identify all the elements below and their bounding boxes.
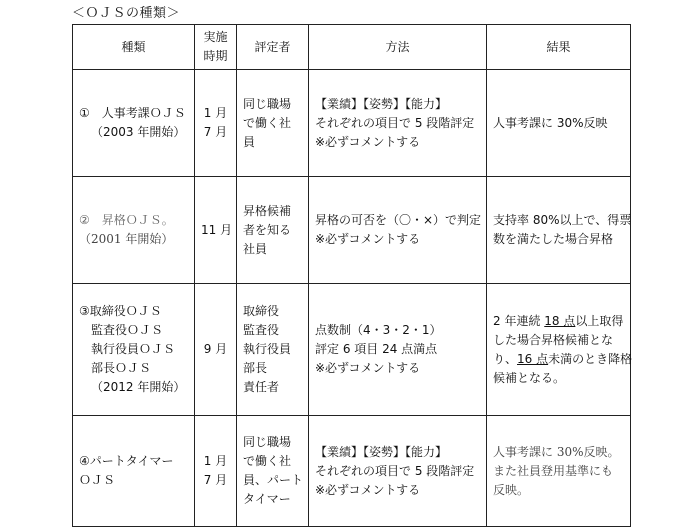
method-line: 【業績】【姿勢】【能力】: [315, 444, 448, 459]
cell-evaluator: [237, 70, 309, 177]
header-period: [195, 25, 237, 70]
table-row: [73, 70, 631, 177]
evaluator-line: 員、パート: [243, 473, 304, 487]
header-period-line-1: 実施: [203, 30, 228, 44]
evaluator-line: 同じ職場: [243, 435, 292, 449]
cell-type: [73, 177, 195, 284]
result-text: 以上取得: [575, 313, 624, 328]
period-line: 11 月: [201, 222, 233, 237]
type-line: ① 人事考課ＯＪＳ: [79, 106, 186, 120]
table-row: [73, 416, 631, 527]
result-line: また社員登用基準にも: [493, 463, 614, 478]
cell-period: [195, 70, 237, 177]
result-line: [493, 312, 624, 331]
result-line: 人事考課に 30%反映: [493, 115, 608, 130]
type-line: ＯＪＳ: [79, 473, 116, 487]
cell-period: [195, 177, 237, 284]
header-result: 結果: [487, 25, 631, 70]
evaluator-line: タイマー: [243, 492, 291, 506]
period-line: 1 月: [203, 454, 228, 468]
header-evaluator: 評定者: [237, 25, 309, 70]
result-line: 人事考課に 30%反映。: [493, 444, 620, 459]
method-line: 点数制（4・3・2・1）: [315, 323, 442, 337]
cell-result: [487, 177, 631, 284]
type-line: 執行役員ＯＪＳ: [91, 342, 176, 356]
table-row: [73, 177, 631, 284]
type-line: 部長ＯＪＳ: [91, 361, 152, 375]
method-line: 評定 6 項目 24 点満点: [315, 342, 438, 356]
result-line: 支持率 80%以上で、得票: [493, 213, 632, 227]
cell-evaluator: [237, 177, 309, 284]
method-line: ※必ずコメントする: [315, 134, 421, 149]
cell-result: [487, 416, 631, 527]
method-line: ※必ずコメントする: [315, 361, 421, 375]
type-line: （2003 年開始）: [91, 125, 186, 139]
cell-method: [309, 416, 487, 527]
period-line: 1 月: [203, 106, 228, 120]
cell-result: [487, 284, 631, 416]
header-type: 種類: [73, 25, 195, 70]
header-period-line-2: 時期: [203, 49, 228, 63]
header-method: 方法: [309, 25, 487, 70]
method-line: それぞれの項目で 5 段階評定: [315, 115, 475, 130]
cell-period: [195, 284, 237, 416]
evaluator-line: 責任者: [243, 380, 280, 394]
result-text: り、: [493, 351, 518, 366]
method-line: それぞれの項目で 5 段階評定: [315, 463, 475, 478]
cell-type: [73, 416, 195, 527]
evaluator-line: 取締役: [243, 304, 280, 318]
method-line: ※必ずコメントする: [315, 232, 421, 246]
result-line: 候補となる。: [493, 370, 566, 385]
result-text: 2 年連続: [493, 313, 545, 328]
cell-period: [195, 416, 237, 527]
document-title: ＜ＯＪＳの種類＞: [72, 6, 181, 21]
type-line: （2001 年開始）: [79, 232, 174, 246]
period-line: 9 月: [203, 342, 228, 356]
result-line: 反映。: [493, 482, 530, 497]
cell-method: [309, 70, 487, 177]
evaluator-line: 監査役: [243, 323, 280, 337]
period-line: 7 月: [203, 125, 228, 139]
cell-type: [73, 70, 195, 177]
period-line: 7 月: [203, 473, 228, 487]
evaluator-line: 同じ職場: [243, 96, 292, 111]
cell-result: [487, 70, 631, 177]
result-line: した場合昇格候補とな: [493, 332, 614, 347]
result-line: 数を満たした場合昇格: [493, 232, 614, 246]
method-line: 【業績】【姿勢】【能力】: [315, 96, 448, 111]
evaluator-line: 員: [243, 134, 256, 149]
evaluator-line: で働く社: [243, 454, 292, 468]
type-line: ② 昇格ＯＪＳ。: [79, 213, 174, 227]
method-line: 昇格の可否を（〇・×）で判定: [315, 213, 482, 227]
cell-method: [309, 284, 487, 416]
result-underlined-score: 18 点: [544, 313, 576, 328]
type-line: 監査役ＯＪＳ: [91, 323, 164, 337]
ojs-types-table: [72, 24, 631, 527]
evaluator-line: 者を知る: [243, 222, 292, 237]
result-line: [493, 350, 633, 369]
evaluator-line: 執行役員: [243, 342, 292, 356]
method-line: ※必ずコメントする: [315, 482, 421, 497]
evaluator-line: で働く社: [243, 115, 292, 130]
type-line: ④パートタイマー: [79, 454, 174, 468]
type-line: ③取締役ＯＪＳ: [79, 304, 162, 318]
evaluator-line: 昇格候補: [243, 203, 292, 218]
evaluator-line: 社員: [243, 241, 268, 256]
result-text: 未満のとき降格: [548, 351, 633, 366]
cell-method: [309, 177, 487, 284]
table-row: [73, 284, 631, 416]
evaluator-line: 部長: [243, 361, 268, 375]
type-line: （2012 年開始）: [91, 380, 186, 394]
result-underlined-score: 16 点: [517, 351, 549, 366]
cell-evaluator: [237, 284, 309, 416]
cell-evaluator: [237, 416, 309, 527]
table-header-row: [73, 25, 631, 70]
cell-type: [73, 284, 195, 416]
